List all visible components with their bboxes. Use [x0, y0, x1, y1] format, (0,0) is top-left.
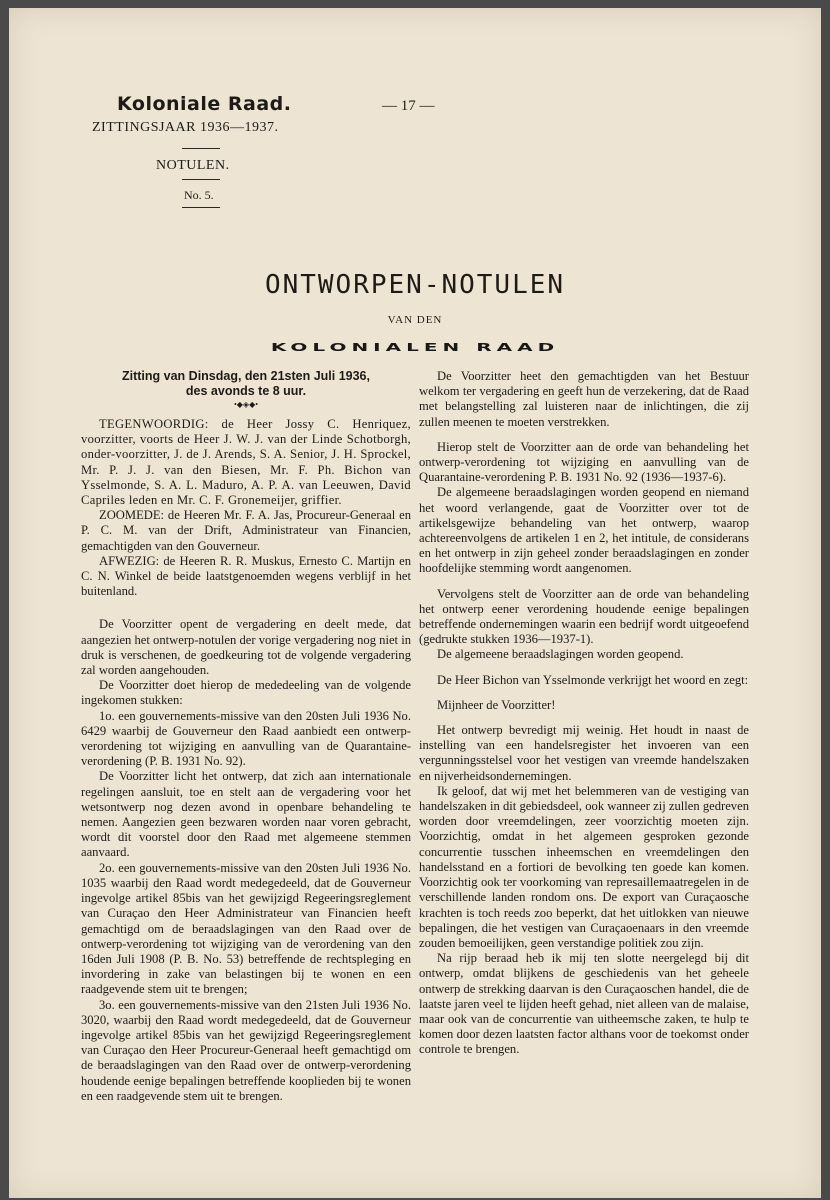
attendance-also: ZOOMEDE: de Heeren Mr. F. A. Jas, Procureur-Generaal en P. C. M. van der Drift, Administrateur van Financien, gemachtigden van den Gouverneur.: [81, 508, 411, 553]
banner-text: KOLONIALEN RAAD: [270, 340, 560, 354]
session-time: des avonds te 8 uur.: [185, 384, 307, 398]
paragraph: 3o. een gouvernements-missive van den 21sten Juli 1936 No. 3020, waarbij den Raad wordt medegedeeld, dat de Gouverneur ingevolge artikel 85bis van het gewijzigd Regeeringsreglement van Curaçao den Heer Procureur-Generaal heeft gemachtigd om de beraadslagingen van den Raad over de ontwerp-verordening houdende eenige bepalingen betreffende kooplieden bij te wonen en een raadgevende stem uit te brengen.: [81, 997, 411, 1103]
paragraph: De Voorzitter doet hierop de mededeeling van de volgende ingekomen stukken:: [81, 678, 411, 708]
attendance-absent: AFWEZIG: de Heeren R. R. Muskus, Ernesto C. Martijn en C. N. Winkel de beide laatstgenoemden wegens verblijf in het buitenland.: [81, 553, 411, 599]
session-year: ZITTINGSJAAR 1936—1937.: [92, 120, 279, 135]
paragraph: De Voorzitter heet den gemachtigden van het Bestuur welkom ter vergadering en geeft hun de verzekering, dat de Raad met belangstelling zal luisteren naar de inlichtingen, die zij zullen meenen te moeten verstrekken.: [419, 369, 749, 429]
number-rule: [182, 207, 220, 208]
document-number: No. 5.: [184, 188, 214, 202]
right-column: [419, 369, 749, 1058]
paragraph: De Heer Bichon van Ysselmonde verkrijgt het woord en zegt:: [437, 672, 749, 687]
left-column: [81, 369, 411, 1104]
page-number: — 17 —: [382, 98, 435, 114]
attendance-present: TEGENWOORDIG: de Heer Jossy C. Henriquez, voorzitter, voorts de Heer J. W. J. van der Linde Schotborgh, onder-voorzitter, J. de J. Arends, S. A. Senior, J. H. Sprockel, Mr. P. J. J. van den Biesen, Mr. F. Ph. Bichon van Ysselmonde, S. A. L. Maduro, A. P. A. van Leeuwen, David Capriles leden en Mr. C. F. Gronemeijer, griffier.: [81, 417, 411, 508]
paragraph: Na rijp beraad heb ik mij ten slotte neergelegd bij dit ontwerp, omdat blijkens de geschiedenis van het geheele ontwerp de strekking daarvan is den Curaçaoschen handel, die de laatste jaren veel te lijden heeft gehad, niet alleen van de malaise, maar ook van de concurrentie van uitheemsche zaken, te hulp te komen door dezen laatsten factor althans voor de toekomst onder controle te brengen.: [419, 951, 749, 1057]
paragraph: Het ontwerp bevredigt mij weinig. Het houdt in naast de instelling van een handelsregister het invoeren van een vergunningsstelsel voor het vestigen van vreemde handelszaken en nijverheidsondernemingen.: [419, 723, 749, 783]
salutation: Mijnheer de Voorzitter!: [437, 697, 556, 712]
paragraph: Vervolgens stelt de Voorzitter aan de orde van behandeling het ontwerp eener verordening houdende eenige bepalingen betreffende ondernemingen waarin een bedrijf wordt uitgeoefend (gedrukte stukken 1936—1937-1).: [419, 586, 749, 647]
title-banner: [9, 334, 821, 360]
ornament-divider: •◆◈◆•: [233, 400, 259, 409]
paragraph: Hierop stelt de Voorzitter aan de orde van behandeling het ontwerp-verordening tot wijziging en aanvulling van de Quarantaine-verordening P. B. 1931 No. 92 (1936—1937-6).: [419, 439, 749, 485]
paragraph: De Voorzitter opent de vergadering en deelt mede, dat aangezien het ontwerp-notulen der vorige vergadering nog niet in druk is verschenen, de goedkeuring tot de volgende vergadering zal worden aangehouden.: [81, 617, 411, 678]
section-rule: [182, 179, 220, 180]
paragraph: 2o. een gouvernements-missive van den 20sten Juli 1936 No. 1035 waarbij den Raad wordt medegedeeld, dat de Gouverneur ingevolge artikel 85bis van het gewijzigd Regeeringsreglement van Curaçao den Heer Administrateur van Financien heeft gemachtigd om de beraadslagingen van den Raad over de ontwerp-verordening tot wijziging van de verordening van den 16den Juli 1908 (P. B. No. 53) betreffende de rechtspleging en invordering in zake van belastingen bij te wonen en een raadgevende stem uit te brengen;: [81, 860, 411, 997]
paragraph: Ik geloof, dat wij met het belemmeren van de vestiging van handelszaken in dit gebiedsdeel, ook wanneer zij zullen gedreven worden door vreemdelingen, zeer voorzichtig moeten zijn. Voorzichtig, omdat in het algemeen gesproken gezonde concurrentie tusschen inheemschen en vreemdelingen den handelsstand en a fortiori de bevolking ten goede kan komen. Voorzichtig ook ter voorkoming van represaillemaatregelen in de verschillende landen rondom ons. De export van Curaçaosche krachten is toch reeds zoo beperkt, dat het uitlokken van nieuwe bepalingen, die het vestigen van Curaçaoenaars in den vreemde zouden bemoeilijken, geen verstandige politiek zou zijn.: [419, 783, 749, 950]
institution-title: Koloniale Raad.: [117, 93, 292, 115]
document-page: [9, 8, 821, 1198]
header-rule: [182, 148, 220, 149]
main-title: ONTWORPEN-NOTULEN: [264, 270, 566, 300]
paragraph: De Voorzitter licht het ontwerp, dat zich aan internationale regelingen aansluit, toe en stelt aan de vergadering voor het wetsontwerp nog dezen avond in openbare behandeling te nemen. Aangezien geen bezwaren worden naar voren gebracht, wordt dit voorstel door den Raad met algemeene stemmen aanvaard.: [81, 769, 411, 860]
section-label: NOTULEN.: [156, 158, 230, 173]
session-heading: Zitting van Dinsdag, den 21sten Juli 1936,: [122, 369, 370, 383]
paragraph: 1o. een gouvernements-missive van den 20sten Juli 1936 No. 6429 waarbij de Gouverneur den Raad aanbiedt een ontwerp-verordening tot wijziging en aanvulling van de Quarantaine-verordening (P. B. 1931 No. 92).: [81, 708, 411, 769]
paragraph: De algemeene beraadslagingen worden geopend en niemand het woord verlangende, gaat de Voorzitter over tot de artikelsgewijze behandeling van het ontwerp, waarop achtereenvolgens de artikelen 1 en 2, het intitule, de considerans en het ontwerp in zijn geheel zonder beraadslagingen en zonder hoofdelijke stemming wordt aangenomen.: [419, 485, 749, 576]
title-connector: VAN DEN: [387, 314, 443, 326]
paragraph: De algemeene beraadslagingen worden geopend.: [437, 647, 684, 662]
